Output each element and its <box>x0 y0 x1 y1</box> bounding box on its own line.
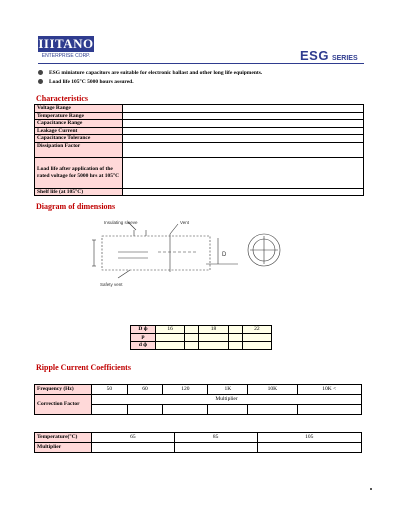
row-label: Shelf life (at 105°C) <box>35 188 123 196</box>
row-label: Dissipation Factor <box>35 142 123 157</box>
logo-name: IIITANO <box>38 36 94 51</box>
bullet-text: Load life 105°C 5000 hours assured. <box>49 79 134 85</box>
table-row <box>35 142 364 157</box>
corr-cell <box>248 405 297 415</box>
table-row <box>35 112 364 120</box>
row-label: Temperature Range <box>35 112 123 120</box>
row-value <box>122 120 363 128</box>
multiplier-header: Multiplier <box>92 395 362 405</box>
row-label: Capacitance Range <box>35 120 123 128</box>
row-value <box>122 127 363 135</box>
table-row <box>35 157 364 188</box>
sleeve-label: Insulating sleeve <box>104 220 138 225</box>
mult-cell <box>92 443 175 453</box>
dim-label: D ф <box>131 326 156 334</box>
temp-label: Temperature(°C) <box>35 433 92 443</box>
table-row <box>35 135 364 143</box>
table-row <box>35 120 364 128</box>
temp-cell: 65 <box>92 433 175 443</box>
row-label: Load life after application of the rated voltage for 5000 hrs at 105°C <box>35 157 123 188</box>
temp-cell: 105 <box>257 433 361 443</box>
company-logo <box>38 36 94 61</box>
characteristics-table <box>34 104 364 196</box>
freq-label: Frequency (Hz) <box>35 385 92 395</box>
mult-cell <box>174 443 257 453</box>
row-value <box>122 157 363 188</box>
dim-cell <box>185 334 199 342</box>
table-row <box>35 443 362 453</box>
corr-cell <box>297 405 361 415</box>
corr-cell <box>163 405 208 415</box>
dim-cell <box>242 342 271 350</box>
dim-cell <box>199 334 228 342</box>
freq-cell: 10K < <box>297 385 361 395</box>
sleeve-marks <box>134 230 146 236</box>
table-row <box>35 385 362 395</box>
temperature-table <box>34 432 362 453</box>
capacitor-body-outline <box>102 236 210 270</box>
series-code: ESG <box>300 48 329 63</box>
safety-vent-label: Safety vent <box>100 282 123 287</box>
row-value <box>122 112 363 120</box>
d-label: D <box>222 252 227 258</box>
dim-cell <box>156 342 185 350</box>
table-row <box>35 433 362 443</box>
leader-line <box>170 224 178 234</box>
dim-cell <box>199 342 228 350</box>
mult-label: Multiplier <box>35 443 92 453</box>
bullet-text: ESG miniature capacitors are suitable for electronic ballast and other long life equipments. <box>49 70 263 76</box>
freq-cell: 50 <box>92 385 128 395</box>
logo-subtitle: ENTERPRISE CORP. <box>41 53 91 59</box>
dim-cell <box>185 342 199 350</box>
freq-cell: 10K <box>248 385 297 395</box>
dimensions-table <box>130 325 272 350</box>
corr-cell <box>208 405 248 415</box>
table-row <box>35 395 362 405</box>
freq-cell: 60 <box>127 385 163 395</box>
dim-cell: 18 <box>199 326 228 334</box>
ripple-table <box>34 384 362 415</box>
header-rule <box>38 63 364 64</box>
table-row <box>131 326 272 334</box>
freq-cell: 120 <box>163 385 208 395</box>
vent-label: Vent <box>180 220 190 225</box>
table-row <box>131 334 272 342</box>
dimension-diagram <box>88 216 302 298</box>
temp-cell: 85 <box>174 433 257 443</box>
row-label: Capacitance Tolerance <box>35 135 123 143</box>
row-label: Leakage Current <box>35 127 123 135</box>
bullet-item <box>38 79 134 85</box>
dim-cell <box>228 326 242 334</box>
diagram-heading: Diagram of dimensions <box>36 202 116 211</box>
bullet-item <box>38 70 262 76</box>
freq-cell: 1K <box>208 385 248 395</box>
bullet-dot-icon <box>38 70 43 75</box>
table-row <box>35 105 364 113</box>
corr-label: Correction Factor <box>35 395 92 415</box>
dim-cell <box>228 342 242 350</box>
row-value <box>122 188 363 196</box>
page-mark <box>370 488 372 490</box>
corr-cell <box>127 405 163 415</box>
dim-cell: 16 <box>156 326 185 334</box>
dim-cell <box>228 334 242 342</box>
row-value <box>122 142 363 157</box>
ripple-heading: Ripple Current Coefficients <box>36 363 131 372</box>
dim-cell <box>242 334 271 342</box>
dim-cell: 22 <box>242 326 271 334</box>
row-value <box>122 135 363 143</box>
leader-line <box>118 270 130 278</box>
dim-cell <box>156 334 185 342</box>
table-row <box>35 127 364 135</box>
table-row <box>131 342 272 350</box>
characteristics-heading: Characteristics <box>36 94 88 103</box>
dim-cell <box>185 326 199 334</box>
dim-label: p <box>131 334 156 342</box>
row-label: Voltage Range <box>35 105 123 113</box>
bullet-dot-icon <box>38 79 43 84</box>
series-suffix: SERIES <box>331 55 358 62</box>
dim-label: d ф <box>131 342 156 350</box>
row-value <box>122 105 363 113</box>
table-row <box>35 188 364 196</box>
corr-cell <box>92 405 128 415</box>
mult-cell <box>257 443 361 453</box>
